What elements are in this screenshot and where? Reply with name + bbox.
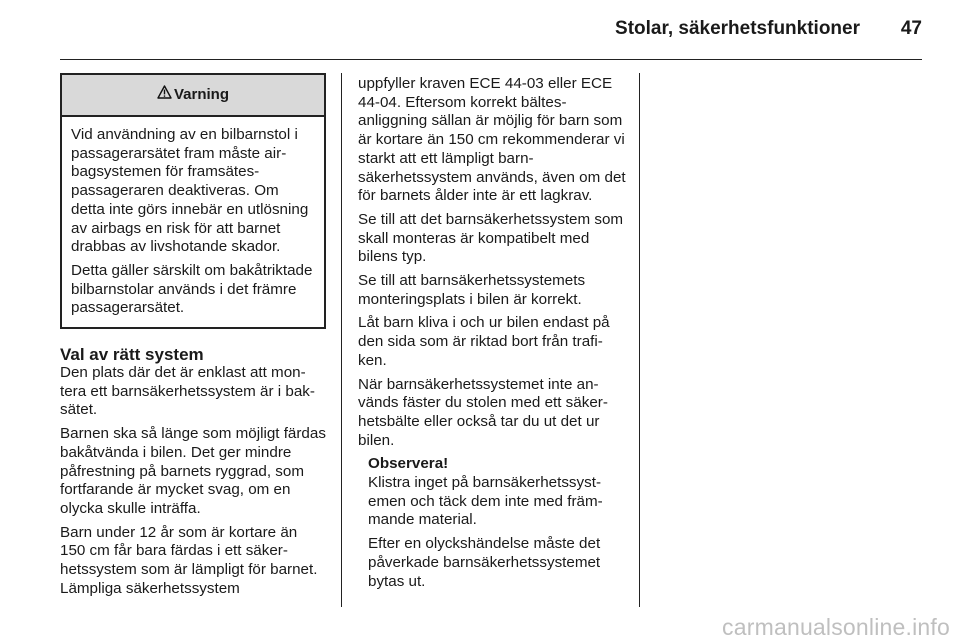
- body-paragraph: Låt barn kliva i och ur bilen endast på den sida som är riktad bort från trafiken.: [358, 314, 610, 369]
- warning-body: [62, 117, 324, 327]
- warning-paragraph: Detta gäller särskilt om bakåtriktade bilbarnstolar används i det främre passagerarsätet.: [71, 261, 313, 317]
- body-paragraph: Barn under 12 år som är kortare än 150 cm får bara färdas i ett säkerhetssystem som är lämpligt för barnet. Lämpliga säkerhetssystem: [60, 523, 318, 597]
- body-paragraph: uppfyller kraven ECE 44-03 eller ECE 44-04. Eftersom korrekt bältesanliggning sällan är möjlig för barn som är kortare än 150 cm rekommenderar vi starkt att ett lämpligt barnsäkerhetssystem används, även om det för barnets ålder inte är ett lagkrav.: [358, 75, 626, 205]
- body-paragraph: Se till att barnsäkerhetssystemets monteringsplats i bilen är korrekt.: [358, 272, 586, 308]
- note-paragraph: Klistra inget på barnsäkerhetssystemen och täck dem inte med främmande material.: [368, 474, 603, 529]
- watermark: carmanualsonline.info: [722, 614, 950, 640]
- body-paragraph: Barnen ska så länge som möjligt färdas bakåtvända i bilen. Det ger mindre påfrestning på barnets ryggrad, som fortfarande är mycket svag, om en olycka skulle inträffa.: [60, 425, 326, 517]
- section-heading: Val av rätt system: [60, 345, 204, 365]
- column-divider-left: [341, 73, 342, 607]
- note-title: Observera!: [368, 455, 449, 473]
- page-header-title: Stolar, säkerhetsfunktioner: [615, 18, 860, 39]
- body-paragraph: Se till att det barnsäkerhetssystem som skall monteras är kompatibelt med bilens typ.: [358, 210, 624, 266]
- warning-paragraph: Vid användning av en bilbarnstol i passagerarsätet fram måste airbagsystemen för framsätespassageraren deaktiveras. Om detta inte görs innebär en utlösning av airbags en risk för att barnet drabbas av livshotande skador.: [71, 126, 309, 256]
- warning-title: Varning: [173, 85, 229, 103]
- body-paragraph: När barnsäkerhetssystemet inte används fäster du stolen med ett säkerhetsbälte eller också tar du ut det ur bilen.: [358, 375, 608, 449]
- page-number: 47: [900, 18, 922, 39]
- header-divider: [60, 59, 922, 60]
- body-paragraph: Den plats där det är enklast att montera ett barnsäkerhetssystem är i baksätet.: [60, 364, 315, 419]
- column-left: [60, 73, 326, 603]
- note-block: [358, 455, 626, 591]
- warning-box: [60, 73, 326, 329]
- column-divider-right: [639, 73, 640, 607]
- warning-header: [62, 75, 324, 117]
- warning-triangle-icon: [157, 85, 172, 105]
- note-paragraph: Efter en olyckshändelse måste det påverkade barnsäkerhetssystemet bytas ut.: [368, 535, 601, 590]
- column-middle: [358, 75, 626, 596]
